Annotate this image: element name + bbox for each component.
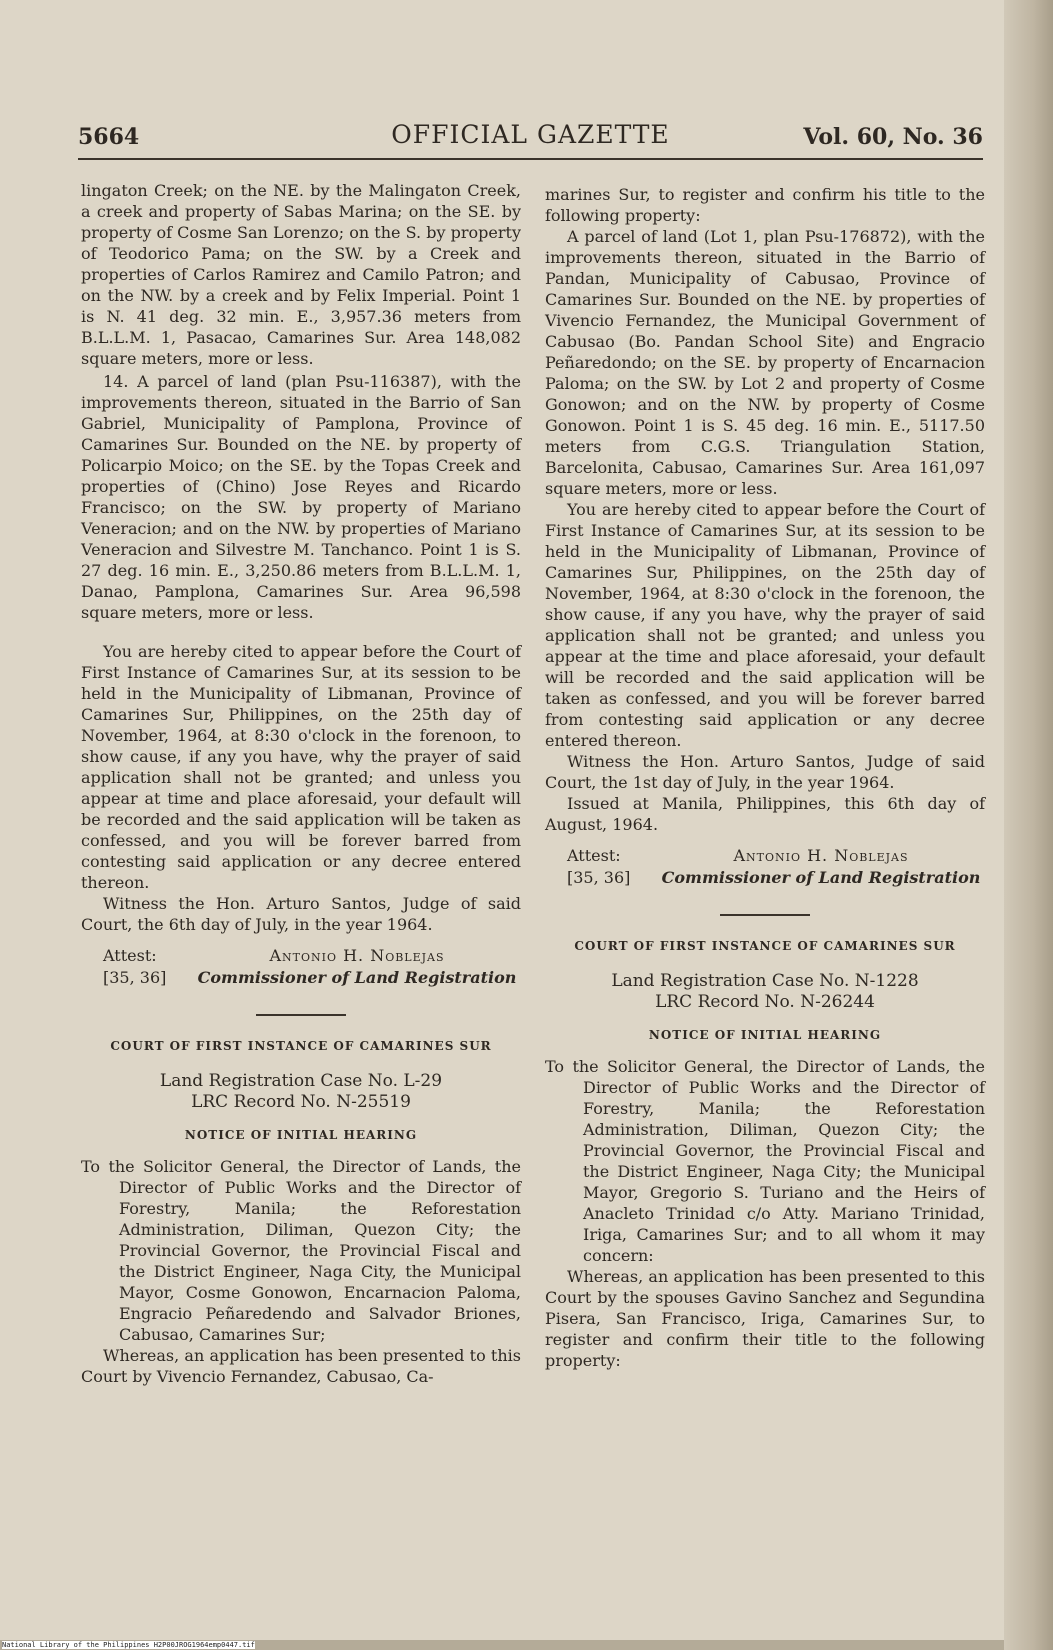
paragraph: You are hereby cited to appear before the Court of First Instance of Camarines Sur, at its session to be held in the Municipality of Libmanan, Province of Camarines Sur, Philippines, on the 25th day of November, 1964, at 8:30 o'clock in the forenoon, the show cause, if any you have, why the prayer of said application shall not be granted; and unless you appear at the time and place aforesaid, your default will be recorded and the said application will be taken as confessed, and you will be forever barred from contesting said application or any decree entered thereon.: [545, 500, 985, 750]
left-column: [81, 180, 521, 1387]
paragraph: lingaton Creek; on the NE. by the Malingaton Creek, a creek and property of Sabas Marina; on the SE. by property of Cosme San Lorenzo; on the S. by property of Teodorico Pama; on the SW. by a Creek and properties of Carlos Ramirez and Camilo Patron; and on the NW. by a creek and by Felix Imperial. Point 1 is N. 41 deg. 32 min. E., 3,957.36 meters from B.L.L.M. 1, Pasacao, Camarines Sur. Area 148,082 square meters, more or less.: [81, 181, 521, 368]
attest-reference: [35, 36]: [103, 968, 167, 987]
paragraph: Witness the Hon. Arturo Santos, Judge of said Court, the 1st day of July, in the year 1964.: [545, 752, 985, 792]
attestation: [567, 845, 985, 888]
attest-label: Attest:: [567, 846, 621, 865]
paragraph: You are hereby cited to appear before the Court of First Instance of Camarines Sur, at its session to be held in the Municipality of Libmanan, Province of Camarines Sur, Philippines, on the 25th day of November, 1964, at 8:30 o'clock in the forenoon, to show cause, if any you have, why the prayer of said application shall not be granted; and unless you appear at time and place aforesaid, your default will be recorded and the said application will be taken as confessed, and you will be forever barred from contesting said application or any decree entered thereon.: [81, 642, 521, 892]
court-heading: COURT OF FIRST INSTANCE OF CAMARINES SUR: [574, 939, 956, 953]
section-divider: [720, 914, 810, 916]
header-rule: [78, 158, 983, 160]
notice-heading: NOTICE OF INITIAL HEARING: [184, 1128, 418, 1142]
addressees: To the Solicitor General, the Director of Lands, the Director of Public Works and the Director of Forestry, Manila; the Reforestation Administration, Diliman, Quezon City; the Provincial Governor, the Provincial Fiscal and the District Engineer, Naga City, the Municipal Mayor, Cosme Gonowon, Encarnacion Paloma, Engracio Peñaredendo and Salvador Briones, Cabusao, Camarines Sur;: [81, 1157, 521, 1344]
paragraph: marines Sur, to register and confirm his title to the following property:: [545, 185, 985, 225]
addressees: To the Solicitor General, the Director of Lands, the Director of Public Works and the Director of Forestry, Manila; the Reforestation Administration, Diliman, Quezon City; the Provincial Governor, the Provincial Fiscal and the District Engineer, Naga City; the Municipal Mayor, Gregorio S. Turiano and the Heirs of Anacleto Trinidad c/o Atty. Mariano Trinidad, Iriga, Camarines Sur; and to all whom it may concern:: [545, 1057, 985, 1265]
case-number: Land Registration Case No. L-29: [159, 1071, 443, 1091]
paragraph: A parcel of land (Lot 1, plan Psu-176872), with the improvements thereon, situated in the Barrio of Pandan, Municipality of Cabusao, Province of Camarines Sur. Bounded on the NE. by properties of Vivencio Fernandez, the Municipal Government of Cabusao (Bo. Pandan School Site) and Engracio Peñaredondo; on the SE. by property of Encarnacion Paloma; on the SW. by Lot 2 and property of Cosme Gonowon; and on the NW. by property of Cosme Gonowon. Point 1 is S. 45 deg. 16 min. E., 5117.50 meters from C.G.S. Triangulation Station, Barcelonita, Cabusao, Camarines Sur. Area 161,097 square meters, more or less.: [545, 227, 985, 498]
publication-title: OFFICIAL GAZETTE: [391, 120, 670, 149]
paragraph: Whereas, an application has been presented to this Court by the spouses Gavino Sanchez and Segundina Pisera, San Francisco, Iriga, Camarines Sur, to register and confirm their title to the following property:: [545, 1267, 985, 1370]
signer-title: Commissioner of Land Registration: [661, 868, 981, 887]
paragraph: 14. A parcel of land (plan Psu-116387), with the improvements thereon, situated in the Barrio of San Gabriel, Municipality of Pamplona, Province of Camarines Sur. Bounded on the NE. by property of Policarpio Moico; on the SE. by the Topas Creek and properties of (Chino) Jose Reyes and Ricardo Francisco; on the SW. by property of Mariano Veneracion; and on the NW. by properties of Mariano Veneracion and Silvestre M. Tanchanco. Point 1 is S. 27 deg. 16 min. E., 3,250.86 meters from B.L.L.M. 1, Danao, Pamplona, Camarines Sur. Area 96,598 square meters, more or less.: [81, 372, 521, 622]
signer-name: Antonio H. Noblejas: [733, 846, 909, 865]
lrc-record: LRC Record No. N-26244: [655, 992, 875, 1012]
section-divider: [256, 1014, 346, 1016]
case-number: Land Registration Case No. N-1228: [611, 971, 919, 991]
volume-number: Vol. 60, No. 36: [803, 124, 983, 150]
paragraph: Whereas, an application has been presented to this Court by Vivencio Fernandez, Cabusao, Ca-: [81, 1346, 521, 1386]
attest-reference: [35, 36]: [567, 868, 631, 887]
page-header: [78, 120, 983, 160]
right-column: [545, 184, 985, 1371]
paragraph: Issued at Manila, Philippines, this 6th day of August, 1964.: [545, 794, 985, 834]
signer-title: Commissioner of Land Registration: [197, 968, 517, 987]
scan-source-footer: National Library of the Philippines H2P00JROG1964emp0447.tif: [2, 1641, 255, 1649]
page-edge: [1004, 0, 1053, 1650]
paragraph: Witness the Hon. Arturo Santos, Judge of said Court, the 6th day of July, in the year 1964.: [81, 894, 521, 934]
page-number: 5664: [78, 124, 140, 150]
notice-heading: NOTICE OF INITIAL HEARING: [648, 1028, 882, 1042]
lrc-record: LRC Record No. N-25519: [191, 1092, 411, 1112]
court-heading: COURT OF FIRST INSTANCE OF CAMARINES SUR: [110, 1039, 492, 1053]
signer-name: Antonio H. Noblejas: [269, 946, 445, 965]
attestation: [103, 945, 521, 988]
attest-label: Attest:: [103, 946, 157, 965]
